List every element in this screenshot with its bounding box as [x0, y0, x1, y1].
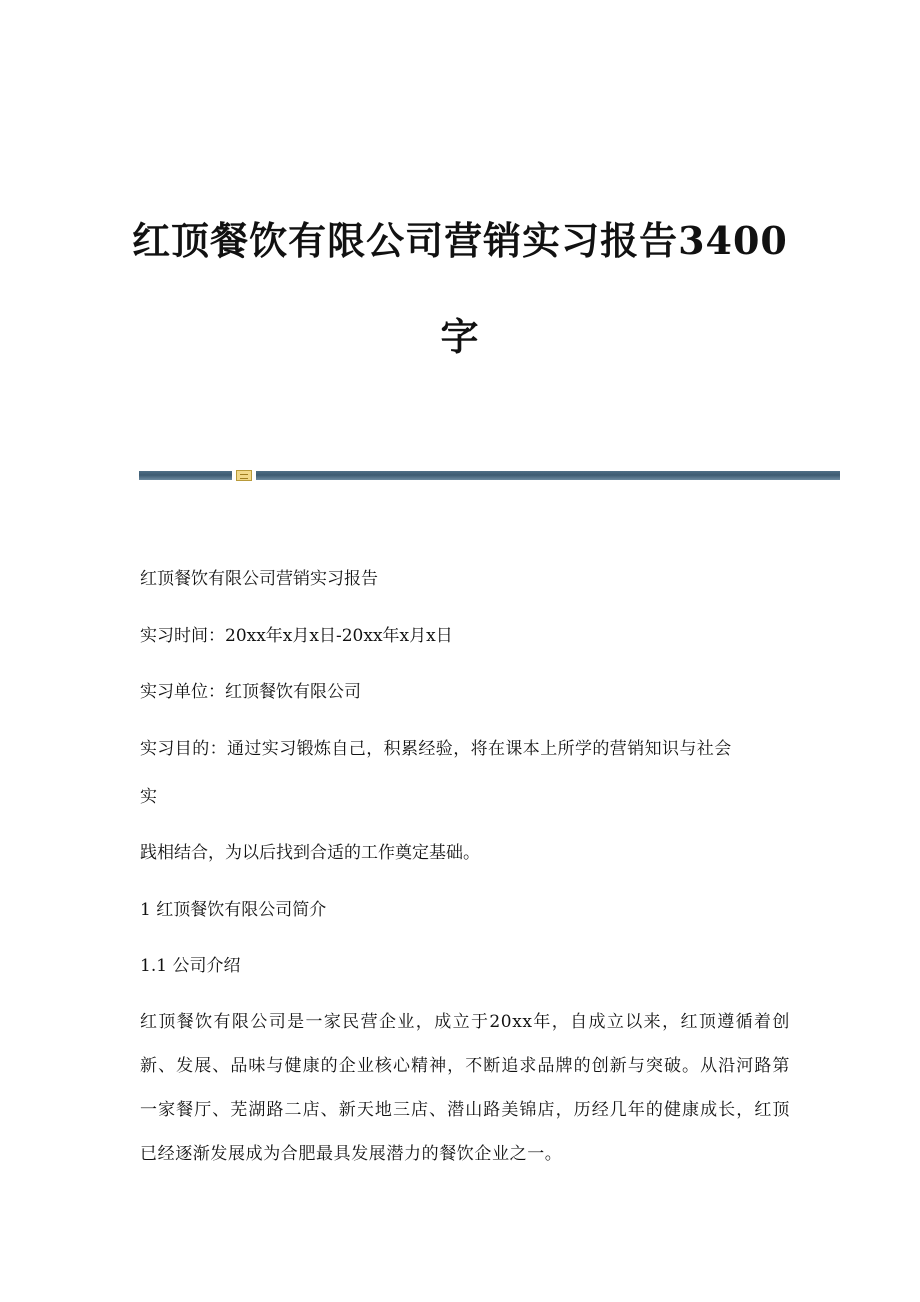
internship-time: 实习时间：20xx年x月x日-20xx年x月x日 [140, 626, 453, 646]
document-title-line-1: 红顶餐饮有限公司营销实习报告3400 [132, 218, 788, 263]
document-title-line-2: 字 [440, 314, 480, 359]
internship-purpose-line-3: 践相结合，为以后找到合适的工作奠定基础。 [140, 843, 480, 863]
section-heading-1: 1 红顶餐饮有限公司简介 [140, 900, 327, 920]
divider-ornament-icon [236, 470, 252, 481]
internship-purpose-line-2: 实 [140, 787, 157, 807]
divider-bar-right [256, 471, 840, 480]
divider-bar-left [139, 471, 232, 480]
internship-purpose-line-1: 实习目的：通过实习锻炼自己，积累经验，将在课本上所学的营销知识与社会 [140, 739, 732, 759]
company-intro-paragraph: 红顶餐饮有限公司是一家民营企业，成立于20xx年，自成立以来，红顶遵循着创新、发展、品味与健康的企业核心精神，不断追求品牌的创新与突破。从沿河路第一家餐厅、芜湖路二店、新天地三店、潜山路美锦店，历经几年的健康成长，红顶已经逐渐发展成为合肥最具发展潜力的餐饮企业之一。 [140, 1012, 790, 1164]
internship-unit: 实习单位：红顶餐饮有限公司 [140, 682, 361, 702]
report-heading: 红顶餐饮有限公司营销实习报告 [140, 569, 378, 589]
section-heading-1-1: 1.1 公司介绍 [140, 956, 241, 976]
